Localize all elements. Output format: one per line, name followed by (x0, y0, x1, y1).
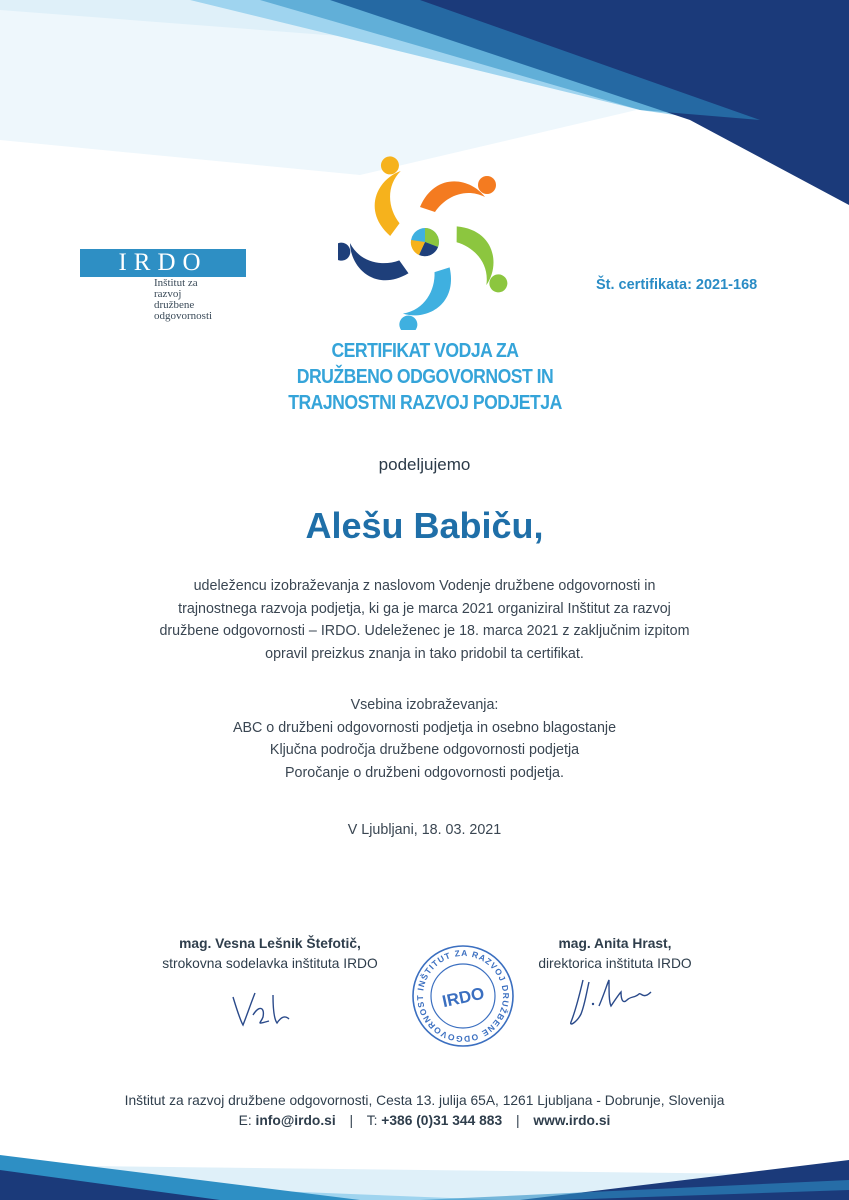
footer-address: Inštitut za razvoj družbene odgovornosti, Cesta 13. julija 65A, 1261 Ljubljana - Dobrunje, Slovenija (124, 1093, 725, 1108)
signatory-role: strokovna sodelavka inštituta IRDO (162, 956, 378, 971)
irdo-wordmark: IRDO (80, 249, 246, 277)
separator: | (349, 1113, 354, 1128)
irdo-seal-stamp (410, 943, 516, 1049)
website-link[interactable]: www.irdo.si (533, 1113, 611, 1128)
email-link[interactable]: info@irdo.si (255, 1113, 336, 1128)
signatory-name: mag. Vesna Lešnik Štefotič, (179, 936, 361, 951)
signature-right (565, 972, 665, 1032)
irdo-logo-subtitle: Inštitut za razvoj družbene odgovornosti (154, 277, 213, 322)
bottom-decoration (0, 1130, 849, 1200)
recipient-name: Alešu Babiču, (305, 505, 544, 546)
course-content: Vsebina izobraževanja: ABC o družbeni odgovornosti podjetja in osebno blagostanje Ključna področja družbene odgovornosti podjetja Poročanje o družbeni odgovornosti podjetja. (232, 697, 617, 781)
people-circle-emblem-icon (338, 155, 513, 330)
description-paragraph: udeležencu izobraževanja z naslovom Vodenje družbene odgovornosti in trajnostnega razvoja podjetja, ki ga je marca 2021 organiziral Inštitut za razvoj družbene odgovornosti – IRDO. Udeleženec je 18. marca 2021 z zaključnim izpitom opravil preizkus znanja in tako pridobil ta certifikat. (159, 578, 690, 662)
lead-text: podeljujemo (378, 455, 471, 474)
footer-contacts (0, 1113, 849, 1128)
svg-text:IRDO: IRDO (440, 983, 487, 1012)
place-date: V Ljubljani, 18. 03. 2021 (347, 822, 502, 838)
certificate-title: CERTIFIKAT VODJA ZA DRUŽBENO ODGOVORNOST IN TRAJNOSTNI RAZVOJ PODJETJA (288, 339, 562, 414)
signatory-right (505, 934, 725, 974)
irdo-logo (80, 249, 250, 322)
phone-label: T: (366, 1113, 378, 1128)
email-label: E: (238, 1113, 252, 1128)
svg-text:INŠTITUT ZA RAZVOJ DRUŽBENE OD: INŠTITUT ZA RAZVOJ DRUŽBENE ODGOVORNOST (414, 947, 512, 1045)
signatory-role: direktorica inštituta IRDO (538, 956, 692, 971)
signatory-left (130, 934, 410, 974)
signature-left (225, 985, 305, 1035)
separator: | (515, 1113, 520, 1128)
phone-number: +386 (0)31 344 883 (381, 1113, 503, 1128)
certificate-number: Št. certifikata: 2021-168 (596, 277, 758, 293)
signatory-name: mag. Anita Hrast, (558, 936, 672, 951)
